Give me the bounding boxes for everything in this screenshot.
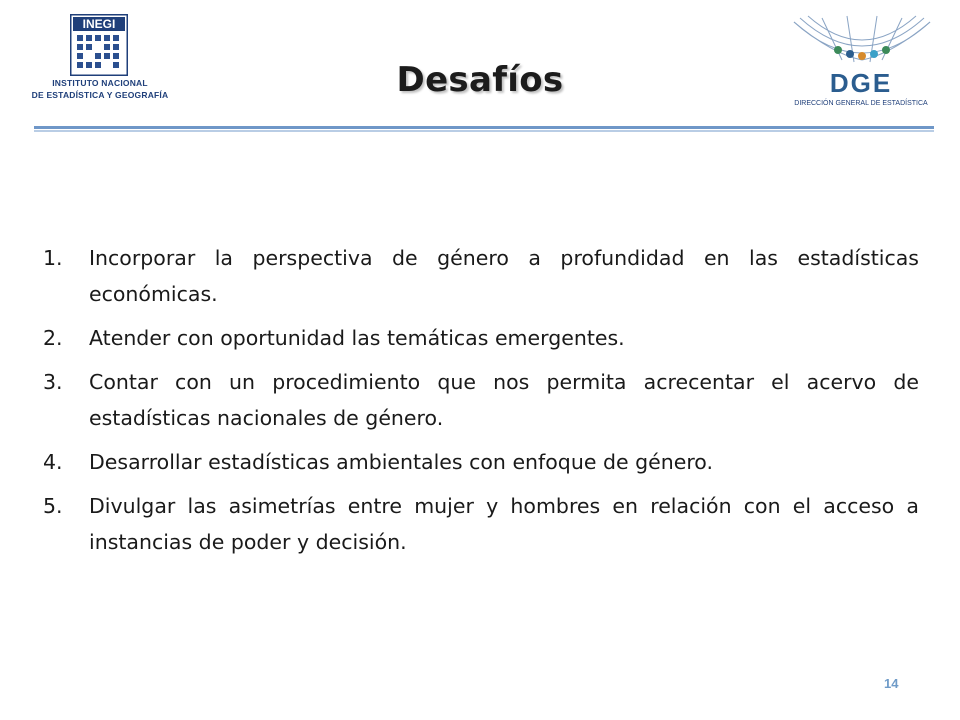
list-item-text: Divulgar las asimetrías entre mujer y hombres en relación con el acceso a instancias de poder y decisión.: [89, 494, 919, 554]
dge-subtitle: DIRECCIÓN GENERAL DE ESTADÍSTICA: [794, 100, 928, 107]
list-item: [43, 320, 919, 356]
list-item-text: Incorporar la perspectiva de género a profundidad en las estadísticas económicas.: [89, 246, 919, 306]
inegi-name-line1: INSTITUTO NACIONAL: [52, 78, 148, 88]
list-item-text: Contar con un procedimiento que nos permita acrecentar el acervo de estadísticas nacionales de género.: [89, 370, 919, 430]
list-item-text: Atender con oportunidad las temáticas emergentes.: [89, 326, 625, 350]
list-item-number: 5.: [43, 494, 63, 518]
list-item-text: Desarrollar estadísticas ambientales con enfoque de género.: [89, 450, 713, 474]
globe-network-icon: [792, 14, 932, 74]
challenges-list: [43, 240, 919, 568]
page-number: 14: [884, 676, 899, 691]
list-item-number: 1.: [43, 246, 63, 270]
list-item: [43, 444, 919, 480]
list-item: [43, 364, 919, 436]
header-divider: [34, 126, 934, 129]
inegi-name-line2: DE ESTADÍSTICA Y GEOGRAFÍA: [31, 90, 169, 100]
list-item: [43, 240, 919, 312]
list-item-number: 4.: [43, 450, 63, 474]
dge-logo: [786, 14, 936, 110]
header-divider-light: [34, 130, 934, 132]
slide-title: Desafíos: [396, 60, 564, 100]
list-item-number: 2.: [43, 326, 63, 350]
list-item: [43, 488, 919, 560]
list-item-number: 3.: [43, 370, 63, 394]
inegi-mark-text: INEGI: [82, 17, 116, 31]
dge-mark: DGE: [829, 68, 893, 98]
